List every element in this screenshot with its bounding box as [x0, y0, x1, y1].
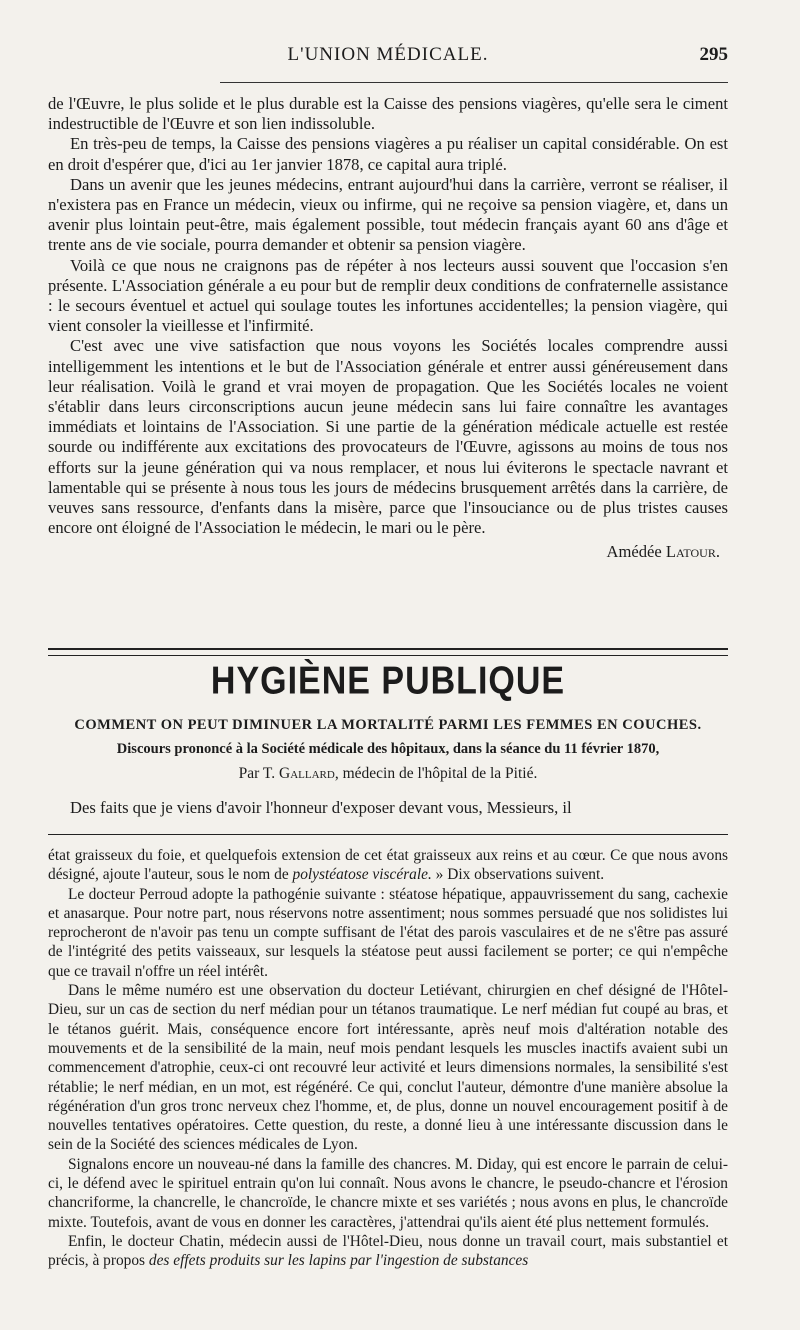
- signature-last-name: Latour.: [665, 542, 720, 562]
- author-name: Gallard: [279, 765, 335, 782]
- article-body: [48, 94, 728, 562]
- paragraph: de l'Œuvre, le plus solide et le plus durable est la Caisse des pensions viagères, qu'elle sera le ciment indestructible de l'Œuvre et son lien indissoluble.: [48, 94, 728, 134]
- paragraph-text: état graisseux du foie, et quelquefois extension de cet état graisseux aux reins et au cœur. Ce que nous avons désigné, ajoute l'auteur, sous le nom de: [48, 847, 728, 884]
- author-prefix: Par T.: [238, 765, 279, 782]
- running-title: L'UNION MÉDICALE.: [287, 44, 489, 65]
- paragraph: [48, 1232, 728, 1271]
- header-rule: [220, 82, 728, 83]
- paragraph: Dans un avenir que les jeunes médecins, entrant aujourd'hui dans la carrière, verront se réaliser, il n'existera pas en France un médecin, vieux ou infirme, qui ne reçoive sa pension viagère, et, dans un avenir plus lointain peut-être, mais également possible, tout médecin français ayant 60 ans d'âge et trente ans de vie sociale, pourra demander et obtenir sa pension viagère.: [48, 174, 728, 255]
- paragraph: Signalons encore un nouveau-né dans la famille des chancres. M. Diday, qui est encore le parrain de celui-ci, le défend avec le spirituel entrain qu'on lui connaît. Nous avons le chancre, le pseudo-chancre et l'érosion chancriforme, la chancrelle, le chancroïde, le chancre mixte et ses variétés ; nous avons en plus, le chancroïde mixte. Toutefois, avant de vous en donner les caractères, j'attendrai qu'ils aient été plus nettement formulés.: [48, 1155, 728, 1231]
- signature-first-name: Amédée: [606, 542, 666, 562]
- paragraph: Le docteur Perroud adopte la pathogénie suivante : stéatose hépatique, appauvrissement du sang, cachexie et anasarque. Pour notre part, nous réservons notre assentiment; nous sommes persuadé que nos solidistes lui reprocheront de n'avoir pas tenu un compte suffisant de l'état des parois vasculaires et de ne s'être pas assuré de l'intégrité des petits vaisseaux, sur lesquels la stéatose peut aussi facilement se porter; ce qui n'empêche que ce travail n'offre un réel intérêt.: [48, 885, 728, 980]
- italic-term: polystéatose viscérale.: [292, 866, 432, 884]
- page-header: [48, 44, 728, 74]
- paragraph-text: » Dix observations suivent.: [431, 866, 605, 884]
- lower-column: [48, 846, 728, 1271]
- speech-note: Discours prononcé à la Société médicale des hôpitaux, dans la séance du 11 février 1870,: [116, 741, 660, 757]
- article-subtitle: COMMENT ON PEUT DIMINUER LA MORTALITÉ PARMI LES FEMMES EN COUCHES.: [74, 717, 702, 733]
- italic-term: des effets produits sur les lapins par l'ingestion de substances: [148, 1252, 529, 1270]
- paragraph-text: Enfin, le docteur Chatin, médecin aussi de l'Hôtel-Dieu, nous donne un travail court, mais substantiel et précis, à propos: [48, 1232, 728, 1270]
- paragraph: Dans le même numéro est une observation du docteur Letiévant, chirurgien en chef désigné de l'Hôtel-Dieu, sur un cas de section du nerf médian pour un tétanos traumatique. Le nerf médian fut coupé au bras, et le tétanos guérit. Mais, conséquence encore fort intéressante, après neuf mois d'altération notable des mouvements et de la sensibilité de la main, neuf mois pendant lesquels les muscles inactifs avaient subi un commencement d'atrophie, ceux-ci ont recouvré leur activité et leurs dimensions normales, la sensibilité s'est rétablie; le nerf médian, en un mot, est régénéré. Ce qui, conclut l'auteur, démontre d'une manière absolue la régénération d'un gros tronc nerveux chez l'homme, et, de plus, donne un nouvel encouragement positif à de nouvelles tentatives opératoires. Cette question, du reste, a donné lieu à une intéressante discussion dans le sein de la Société des sciences médicales de Lyon.: [48, 982, 728, 1154]
- paragraph: Des faits que je viens d'avoir l'honneur d'exposer devant vous, Messieurs, il: [70, 798, 572, 817]
- article-signature: [48, 542, 728, 562]
- author-line: [48, 765, 728, 783]
- author-suffix: , médecin de l'hôpital de la Pitié.: [334, 765, 538, 782]
- paragraph: C'est avec une vive satisfaction que nous voyons les Sociétés locales comprendre aussi intelligemment les intentions et le but de l'Association générale et entrer aussi généreusement dans leur réalisation. Voilà le grand et vrai moyen de propagation. Que les Sociétés locales ne voient s'établir dans leurs circonscriptions aucun jeune médecin sans lui faire connaître les avantages immédiats et lointains de l'Association. Si une partie de la génération médicale actuelle est restée sourde ou indifférente aux excitations des provocateurs de l'Œuvre, agissons au moins de tous nos efforts sur la jeune génération qui va nous remplacer, et nous lui éviterons le spectacle navrant et lamentable qui se présente à nous tous les jours de médecins brusquement arrêtés dans la carrière, de veuves sans ressource, d'enfants dans la misère, parce que l'insouciance ou de plus tristes causes encore ont éloigné de l'Association le médecin, le mari ou le père.: [48, 336, 728, 538]
- paragraph: En très-peu de temps, la Caisse des pensions viagères a pu réaliser un capital considérable. On est en droit d'espérer que, d'ici au 1er janvier 1878, ce capital aura triplé.: [48, 134, 728, 174]
- speech-opening: [48, 798, 728, 818]
- section-title: HYGIÈNE PUBLIQUE: [210, 659, 566, 703]
- page-number: 295: [699, 44, 728, 65]
- paragraph: [48, 846, 728, 885]
- page-divider: [48, 834, 728, 835]
- paragraph: Voilà ce que nous ne craignons pas de répéter à nos lecteurs aussi souvent que l'occasion s'en présente. L'Association générale a eu pour but de remplir deux conditions de confraternelle assistance : le secours éventuel et actuel qui soulage toutes les infortunes accidentelles; la pension viagère, qui vient consoler la vieillesse et l'infirmité.: [48, 255, 728, 336]
- section-divider: [48, 648, 728, 656]
